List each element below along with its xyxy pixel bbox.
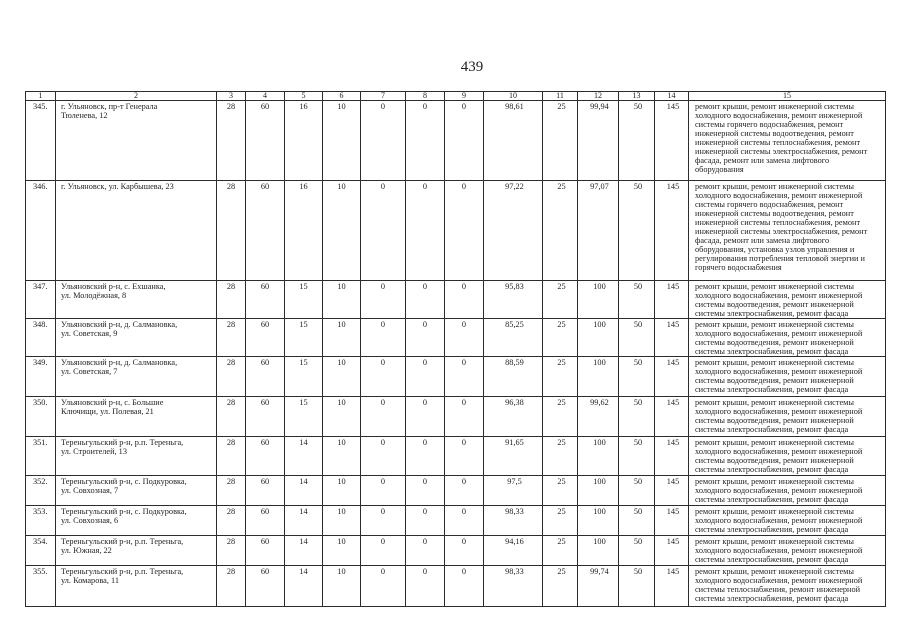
cell-col-11: 25 bbox=[543, 181, 578, 281]
cell-col-14: 145 bbox=[655, 357, 689, 397]
header-row bbox=[26, 92, 886, 101]
cell-col-7: 0 bbox=[361, 101, 406, 181]
cell-col-9: 0 bbox=[445, 319, 484, 357]
cell-col-6: 10 bbox=[323, 319, 361, 357]
cell-col-6: 10 bbox=[323, 101, 361, 181]
cell-col-12: 100 bbox=[578, 437, 619, 476]
cell-col-5: 14 bbox=[285, 536, 323, 566]
cell-col-11: 25 bbox=[543, 506, 578, 536]
cell-col-8: 0 bbox=[406, 281, 445, 319]
cell-col-10: 96,38 bbox=[484, 397, 543, 437]
cell-col-13: 50 bbox=[619, 437, 655, 476]
cell-col-13: 50 bbox=[619, 101, 655, 181]
cell-col-13: 50 bbox=[619, 281, 655, 319]
cell-col-5: 15 bbox=[285, 397, 323, 437]
cell-col-3: 28 bbox=[217, 181, 246, 281]
header-cell-2: 2 bbox=[56, 92, 217, 101]
cell-address: Ульяновский р-н, д. Салмановка, ул. Советская, 7 bbox=[56, 357, 217, 397]
table-row bbox=[26, 566, 886, 607]
table-row bbox=[26, 357, 886, 397]
table-row bbox=[26, 181, 886, 281]
cell-col-6: 10 bbox=[323, 437, 361, 476]
cell-col-14: 145 bbox=[655, 437, 689, 476]
cell-col-7: 0 bbox=[361, 397, 406, 437]
cell-col-7: 0 bbox=[361, 536, 406, 566]
cell-works-list: ремонт крыши, ремонт инженерной системы холодного водоснабжения, ремонт инженерной системы водоотведения, ремонт инженерной системы электроснабжения, ремонт фасада bbox=[689, 437, 886, 476]
cell-col-3: 28 bbox=[217, 397, 246, 437]
cell-col-8: 0 bbox=[406, 476, 445, 506]
cell-col-3: 28 bbox=[217, 319, 246, 357]
cell-col-7: 0 bbox=[361, 357, 406, 397]
cell-col-14: 145 bbox=[655, 181, 689, 281]
cell-col-11: 25 bbox=[543, 319, 578, 357]
cell-col-4: 60 bbox=[246, 319, 285, 357]
cell-row-number: 349. bbox=[26, 357, 56, 397]
cell-col-9: 0 bbox=[445, 357, 484, 397]
cell-col-6: 10 bbox=[323, 357, 361, 397]
cell-col-14: 145 bbox=[655, 506, 689, 536]
header-cell-4: 4 bbox=[246, 92, 285, 101]
cell-col-12: 99,94 bbox=[578, 101, 619, 181]
header-cell-3: 3 bbox=[217, 92, 246, 101]
cell-col-12: 99,62 bbox=[578, 397, 619, 437]
cell-row-number: 355. bbox=[26, 566, 56, 607]
cell-works-list: ремонт крыши, ремонт инженерной системы холодного водоснабжения, ремонт инженерной системы теплоснабжения, ремонт инженерной системы электроснабжения, ремонт фасада bbox=[689, 566, 886, 607]
cell-col-9: 0 bbox=[445, 397, 484, 437]
cell-col-11: 25 bbox=[543, 536, 578, 566]
cell-col-11: 25 bbox=[543, 281, 578, 319]
cell-col-5: 16 bbox=[285, 101, 323, 181]
cell-col-3: 28 bbox=[217, 101, 246, 181]
cell-col-3: 28 bbox=[217, 506, 246, 536]
cell-col-7: 0 bbox=[361, 476, 406, 506]
cell-col-10: 95,83 bbox=[484, 281, 543, 319]
cell-col-12: 100 bbox=[578, 281, 619, 319]
cell-col-6: 10 bbox=[323, 536, 361, 566]
cell-col-8: 0 bbox=[406, 536, 445, 566]
cell-col-10: 97,22 bbox=[484, 181, 543, 281]
cell-col-9: 0 bbox=[445, 506, 484, 536]
cell-col-9: 0 bbox=[445, 437, 484, 476]
header-cell-15: 15 bbox=[689, 92, 886, 101]
cell-col-8: 0 bbox=[406, 437, 445, 476]
header-cell-14: 14 bbox=[655, 92, 689, 101]
cell-col-10: 98,33 bbox=[484, 566, 543, 607]
cell-col-6: 10 bbox=[323, 566, 361, 607]
cell-col-6: 10 bbox=[323, 397, 361, 437]
cell-col-4: 60 bbox=[246, 101, 285, 181]
cell-address: Тереньгульский р-н, р.п. Тереньга, ул. Комарова, 11 bbox=[56, 566, 217, 607]
cell-works-list: ремонт крыши, ремонт инженерной системы холодного водоснабжения, ремонт инженерной системы водоотведения, ремонт инженерной системы электроснабжения, ремонт фасада bbox=[689, 357, 886, 397]
cell-col-13: 50 bbox=[619, 476, 655, 506]
header-cell-6: 6 bbox=[323, 92, 361, 101]
cell-col-14: 145 bbox=[655, 476, 689, 506]
cell-col-3: 28 bbox=[217, 281, 246, 319]
cell-works-list: ремонт крыши, ремонт инженерной системы холодного водоснабжения, ремонт инженерной системы горячего водоснабжения, ремонт инженерной системы водоотведения, ремонт инженерной системы теплоснабжения, ремонт инженерной системы электроснабжения, ремонт фасада, ремонт или замена лифтового оборудования bbox=[689, 101, 886, 181]
cell-col-9: 0 bbox=[445, 476, 484, 506]
cell-col-5: 14 bbox=[285, 506, 323, 536]
cell-col-7: 0 bbox=[361, 437, 406, 476]
header-cell-5: 5 bbox=[285, 92, 323, 101]
cell-col-11: 25 bbox=[543, 357, 578, 397]
cell-row-number: 347. bbox=[26, 281, 56, 319]
cell-col-5: 16 bbox=[285, 181, 323, 281]
cell-col-10: 97,5 bbox=[484, 476, 543, 506]
cell-col-8: 0 bbox=[406, 181, 445, 281]
cell-col-8: 0 bbox=[406, 506, 445, 536]
cell-address: Тереньгульский р-н, р.п. Тереньга, ул. Южная, 22 bbox=[56, 536, 217, 566]
header-cell-11: 11 bbox=[543, 92, 578, 101]
cell-row-number: 351. bbox=[26, 437, 56, 476]
cell-col-4: 60 bbox=[246, 566, 285, 607]
cell-works-list: ремонт крыши, ремонт инженерной системы холодного водоснабжения, ремонт инженерной системы водоотведения, ремонт инженерной системы электроснабжения, ремонт фасада bbox=[689, 397, 886, 437]
cell-col-4: 60 bbox=[246, 476, 285, 506]
cell-col-5: 15 bbox=[285, 357, 323, 397]
table-row bbox=[26, 101, 886, 181]
cell-col-4: 60 bbox=[246, 357, 285, 397]
cell-address: г. Ульяновск, пр-т Генерала Тюленева, 12 bbox=[56, 101, 217, 181]
cell-col-4: 60 bbox=[246, 181, 285, 281]
cell-col-9: 0 bbox=[445, 101, 484, 181]
cell-col-13: 50 bbox=[619, 397, 655, 437]
header-cell-7: 7 bbox=[361, 92, 406, 101]
cell-col-3: 28 bbox=[217, 357, 246, 397]
cell-col-5: 15 bbox=[285, 319, 323, 357]
cell-col-5: 15 bbox=[285, 281, 323, 319]
header-cell-9: 9 bbox=[445, 92, 484, 101]
cell-address: Ульяновский р-н, с. Большие Ключищи, ул. Полевая, 21 bbox=[56, 397, 217, 437]
cell-col-14: 145 bbox=[655, 101, 689, 181]
cell-col-8: 0 bbox=[406, 397, 445, 437]
cell-col-6: 10 bbox=[323, 181, 361, 281]
cell-col-8: 0 bbox=[406, 357, 445, 397]
cell-address: Тереньгульский р-н, р.п. Тереньга, ул. Строителей, 13 bbox=[56, 437, 217, 476]
cell-col-14: 145 bbox=[655, 536, 689, 566]
cell-col-4: 60 bbox=[246, 437, 285, 476]
cell-col-6: 10 bbox=[323, 506, 361, 536]
cell-row-number: 348. bbox=[26, 319, 56, 357]
cell-works-list: ремонт крыши, ремонт инженерной системы холодного водоснабжения, ремонт инженерной системы электроснабжения, ремонт фасада bbox=[689, 536, 886, 566]
cell-col-12: 100 bbox=[578, 319, 619, 357]
cell-works-list: ремонт крыши, ремонт инженерной системы холодного водоснабжения, ремонт инженерной системы водоотведения, ремонт инженерной системы электроснабжения, ремонт фасада bbox=[689, 281, 886, 319]
header-cell-8: 8 bbox=[406, 92, 445, 101]
table-row bbox=[26, 506, 886, 536]
page-number: 439 bbox=[460, 59, 484, 75]
cell-col-13: 50 bbox=[619, 536, 655, 566]
cell-col-10: 94,16 bbox=[484, 536, 543, 566]
cell-col-5: 14 bbox=[285, 566, 323, 607]
table-row bbox=[26, 536, 886, 566]
cell-col-10: 91,65 bbox=[484, 437, 543, 476]
cell-col-4: 60 bbox=[246, 397, 285, 437]
cell-address: Тереньгульский р-н, с. Подкуровка, ул. Совхозная, 7 bbox=[56, 476, 217, 506]
header-cell-1: 1 bbox=[26, 92, 56, 101]
cell-col-10: 85,25 bbox=[484, 319, 543, 357]
cell-col-11: 25 bbox=[543, 476, 578, 506]
table-row bbox=[26, 319, 886, 357]
cell-col-3: 28 bbox=[217, 566, 246, 607]
table-header bbox=[26, 92, 886, 101]
cell-col-7: 0 bbox=[361, 319, 406, 357]
table-row bbox=[26, 476, 886, 506]
table-body bbox=[26, 101, 886, 607]
cell-col-3: 28 bbox=[217, 536, 246, 566]
cell-row-number: 354. bbox=[26, 536, 56, 566]
cell-col-12: 100 bbox=[578, 357, 619, 397]
cell-col-5: 14 bbox=[285, 437, 323, 476]
cell-col-13: 50 bbox=[619, 357, 655, 397]
cell-address: Тереньгульский р-н, с. Подкуровка, ул. Совхозная, 6 bbox=[56, 506, 217, 536]
cell-col-3: 28 bbox=[217, 437, 246, 476]
cell-works-list: ремонт крыши, ремонт инженерной системы холодного водоснабжения, ремонт инженерной системы водоотведения, ремонт инженерной системы электроснабжения, ремонт фасада bbox=[689, 319, 886, 357]
cell-col-14: 145 bbox=[655, 319, 689, 357]
cell-col-10: 98,33 bbox=[484, 506, 543, 536]
cell-row-number: 350. bbox=[26, 397, 56, 437]
cell-col-11: 25 bbox=[543, 101, 578, 181]
cell-col-7: 0 bbox=[361, 566, 406, 607]
table-row bbox=[26, 437, 886, 476]
header-cell-10: 10 bbox=[484, 92, 543, 101]
cell-works-list: ремонт крыши, ремонт инженерной системы холодного водоснабжения, ремонт инженерной системы электроснабжения, ремонт фасада bbox=[689, 476, 886, 506]
table-row bbox=[26, 281, 886, 319]
cell-col-11: 25 bbox=[543, 397, 578, 437]
cell-col-4: 60 bbox=[246, 506, 285, 536]
cell-row-number: 353. bbox=[26, 506, 56, 536]
cell-col-8: 0 bbox=[406, 566, 445, 607]
cell-col-13: 50 bbox=[619, 181, 655, 281]
cell-col-10: 88,59 bbox=[484, 357, 543, 397]
cell-col-9: 0 bbox=[445, 281, 484, 319]
cell-col-9: 0 bbox=[445, 181, 484, 281]
cell-col-14: 145 bbox=[655, 281, 689, 319]
cell-col-12: 99,74 bbox=[578, 566, 619, 607]
cell-col-3: 28 bbox=[217, 476, 246, 506]
cell-col-9: 0 bbox=[445, 566, 484, 607]
cell-col-11: 25 bbox=[543, 437, 578, 476]
cell-row-number: 345. bbox=[26, 101, 56, 181]
cell-col-7: 0 bbox=[361, 181, 406, 281]
cell-col-6: 10 bbox=[323, 281, 361, 319]
cell-col-6: 10 bbox=[323, 476, 361, 506]
cell-col-13: 50 bbox=[619, 506, 655, 536]
cell-col-13: 50 bbox=[619, 566, 655, 607]
header-cell-12: 12 bbox=[578, 92, 619, 101]
cell-col-12: 97,07 bbox=[578, 181, 619, 281]
cell-works-list: ремонт крыши, ремонт инженерной системы холодного водоснабжения, ремонт инженерной системы электроснабжения, ремонт фасада bbox=[689, 506, 886, 536]
cell-col-8: 0 bbox=[406, 101, 445, 181]
works-table bbox=[25, 91, 886, 607]
cell-col-13: 50 bbox=[619, 319, 655, 357]
cell-col-12: 100 bbox=[578, 506, 619, 536]
cell-address: Ульяновский р-н, д. Салмановка, ул. Советская, 9 bbox=[56, 319, 217, 357]
cell-row-number: 346. bbox=[26, 181, 56, 281]
cell-col-9: 0 bbox=[445, 536, 484, 566]
cell-col-7: 0 bbox=[361, 281, 406, 319]
cell-col-10: 98,61 bbox=[484, 101, 543, 181]
cell-col-7: 0 bbox=[361, 506, 406, 536]
cell-col-8: 0 bbox=[406, 319, 445, 357]
cell-col-11: 25 bbox=[543, 566, 578, 607]
cell-col-4: 60 bbox=[246, 281, 285, 319]
cell-row-number: 352. bbox=[26, 476, 56, 506]
cell-col-4: 60 bbox=[246, 536, 285, 566]
cell-address: Ульяновский р-н, с. Ехшанка, ул. Молодёжная, 8 bbox=[56, 281, 217, 319]
cell-col-12: 100 bbox=[578, 476, 619, 506]
cell-address: г. Ульяновск, ул. Карбышева, 23 bbox=[56, 181, 217, 281]
header-cell-13: 13 bbox=[619, 92, 655, 101]
cell-col-14: 145 bbox=[655, 566, 689, 607]
cell-works-list: ремонт крыши, ремонт инженерной системы холодного водоснабжения, ремонт инженерной системы горячего водоснабжения, ремонт инженерной системы водоотведения, ремонт инженерной системы теплоснабжения, ремонт инженерной системы электроснабжения, ремонт фасада, ремонт или замена лифтового оборудования, установка узлов управления и регулирования потребления тепловой энергии и горячего водоснабжения bbox=[689, 181, 886, 281]
cell-col-12: 100 bbox=[578, 536, 619, 566]
table-row bbox=[26, 397, 886, 437]
cell-col-5: 14 bbox=[285, 476, 323, 506]
cell-col-14: 145 bbox=[655, 397, 689, 437]
